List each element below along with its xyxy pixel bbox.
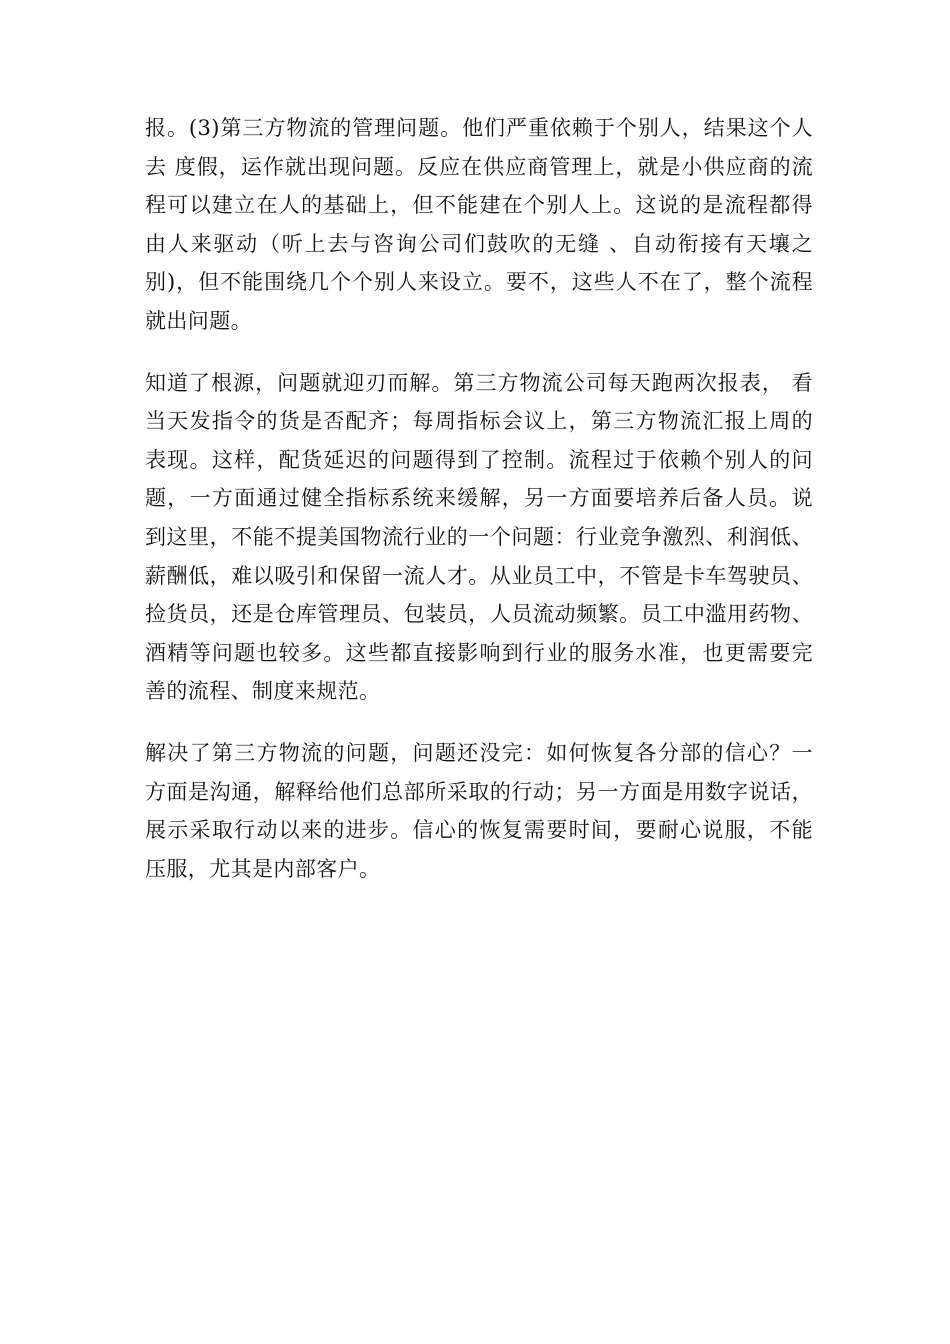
text-line: 展示采取行动以来的进步。信心的恢复需要时间，要耐心说服，不能 <box>145 818 813 843</box>
text-line: 捡货员，还是仓库管理员、包装员，人员流动频繁。员工中滥用药物、 <box>145 602 813 627</box>
paragraph-3 <box>145 734 813 888</box>
text-line: 到这里，不能不提美国物流行业的一个问题：行业竞争激烈、利润低、 <box>145 524 813 549</box>
text-line: 由人来驱动（听上去与咨询公司们鼓吹的无缝 、自动衔接有天壤之 <box>145 231 813 256</box>
paragraph-2 <box>145 364 813 711</box>
text-line: 解决了第三方物流的问题，问题还没完：如何恢复各分部的信心？一 <box>145 740 813 765</box>
text-line: 善的流程、制度来规范。 <box>145 679 381 704</box>
document-body <box>145 109 813 888</box>
paragraph-1 <box>145 109 813 341</box>
text-line: 别)，但不能围绕几个个别人来设立。要不，这些人不在了，整个流程 <box>145 270 813 295</box>
paragraph-spacer <box>145 341 813 364</box>
text-line: 酒精等问题也较多。这些都直接影响到行业的服务水准，也更需要完 <box>145 640 813 665</box>
text-line: 报。(3)第三方物流的管理问题。他们严重依赖于个别人，结果这个人 <box>145 116 813 140</box>
text-line: 去 度假，运作就出现问题。反应在供应商管理上，就是小供应商的流 <box>145 154 813 179</box>
text-line: 表现。这样，配货延迟的问题得到了控制。流程过于依赖个别人的问 <box>145 447 813 472</box>
text-line: 题，一方面通过健全指标系统来缓解，另一方面要培养后备人员。说 <box>145 486 813 511</box>
text-line: 知道了根源，问题就迎刃而解。第三方物流公司每天跑两次报表， 看 <box>145 370 813 395</box>
text-line: 当天发指令的货是否配齐；每周指标会议上，第三方物流汇报上周的 <box>145 409 813 434</box>
text-line: 压服，尤其是内部客户。 <box>145 856 381 881</box>
text-line: 就出问题。 <box>145 308 252 333</box>
paragraph-spacer <box>145 711 813 734</box>
text-line: 薪酬低，难以吸引和保留一流人才。从业员工中，不管是卡车驾驶员、 <box>145 563 813 588</box>
text-line: 程可以建立在人的基础上，但不能建在个别人上。这说的是流程都得 <box>145 193 813 218</box>
text-line: 方面是沟通，解释给他们总部所采取的行动；另一方面是用数字说话， <box>145 779 813 804</box>
